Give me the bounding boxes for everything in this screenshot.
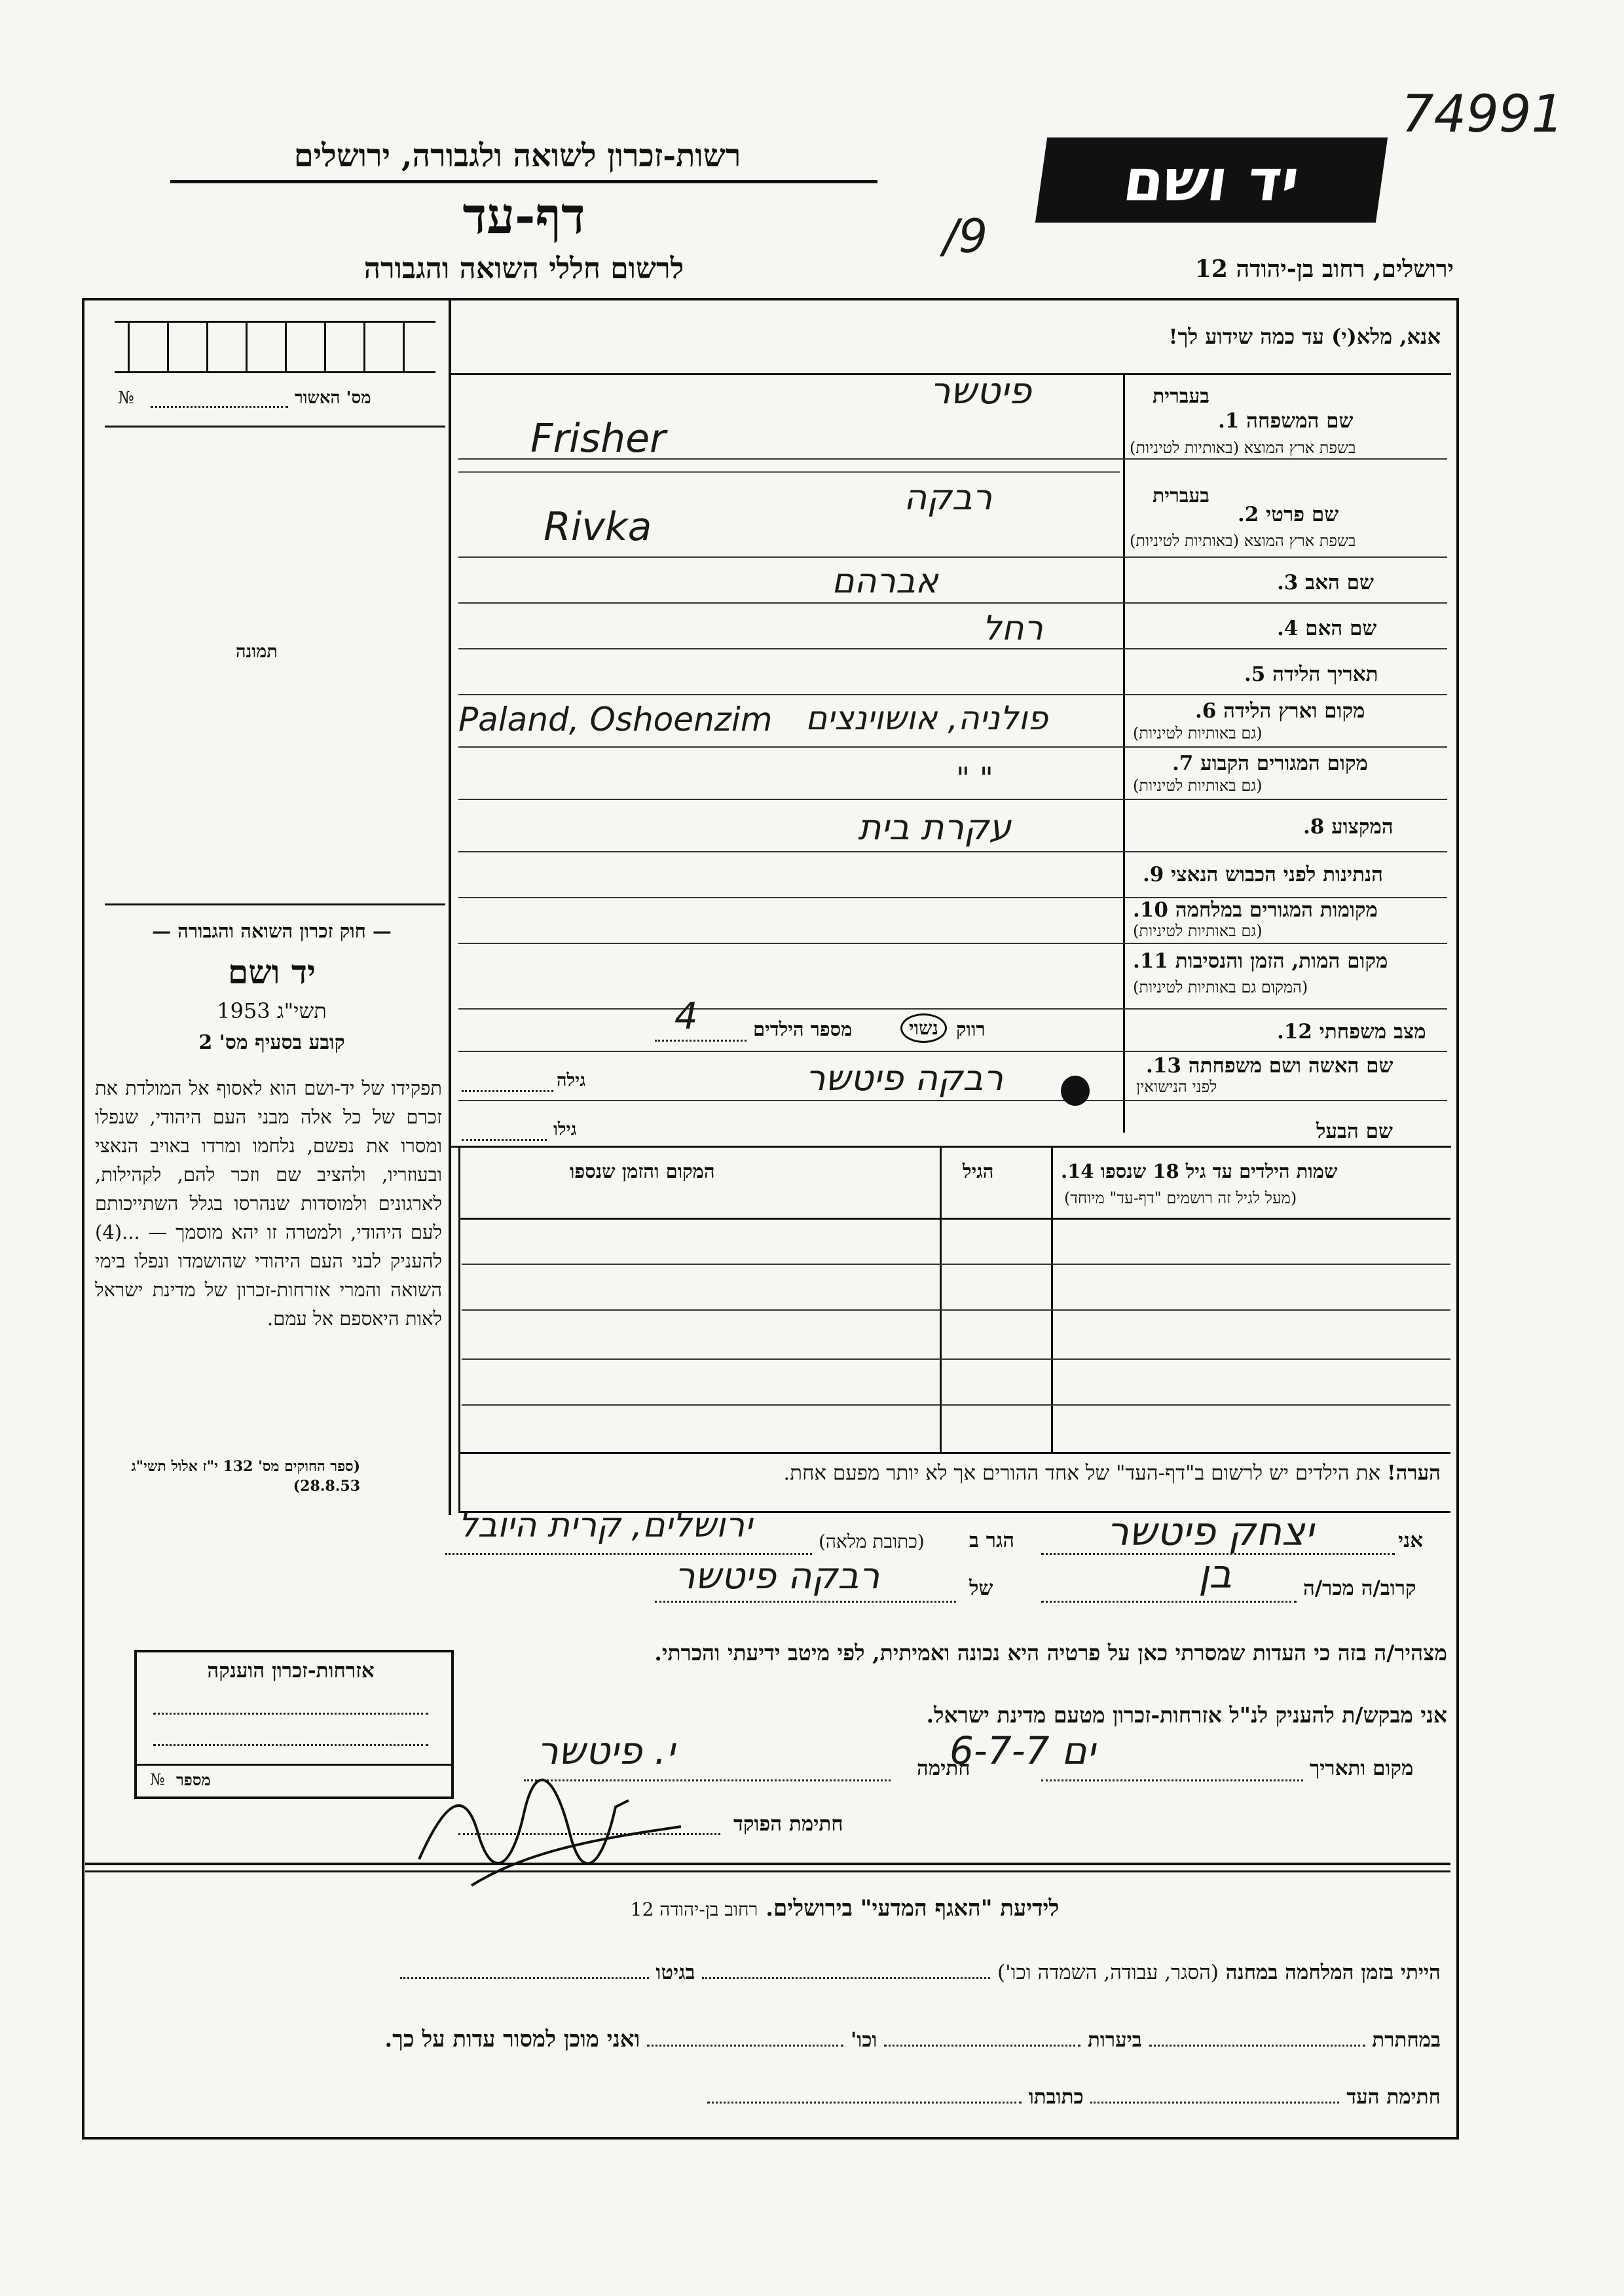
notice-title: לידיעת "האגף המדעי" בירושלים. [766, 1895, 1060, 1922]
field-label-father: שם האב 3. [1277, 571, 1374, 594]
yad-vashem-logo [1035, 137, 1388, 223]
official-signature[interactable] [393, 1761, 701, 1892]
address-value[interactable]: ירושלים, קרית היובל [458, 1506, 752, 1545]
hebrew-tag-1: בעברית [1153, 385, 1209, 408]
sidebar-tick-strip [115, 321, 435, 373]
forests-label: ביערות [1088, 2028, 1142, 2052]
children-count-label: מספר הילדים [753, 1018, 853, 1040]
footer-line-1 [105, 1961, 1441, 1984]
declaration-statement: מצהיר/ה בזה כי העדות שמסרתי כאן על פרטיה היא נכונה ואמיתית, לפי מיטב ידיעתי והכרתי. [654, 1640, 1447, 1666]
field-label-profession: המקצוע 8. [1303, 815, 1393, 839]
first-name-latin-value[interactable]: Rivka [544, 504, 652, 550]
note-label: הערה! [1386, 1461, 1441, 1485]
underground-label: במחתרת [1372, 2028, 1441, 2052]
institution-name: רשות-זכרון לשואה ולגבורה, ירושלים [293, 137, 741, 174]
no-symbol: № [118, 388, 134, 408]
field-label-residence: מקום המגורים הקבוע 7. [1172, 752, 1368, 775]
field-sub-spouse-maiden: לפני הנישואין [1136, 1078, 1217, 1096]
surname-hebrew-value[interactable]: פיטשר [930, 370, 1032, 412]
field-label-citizenship: הנתינות לפני הכבוש הנאצי 9. [1143, 863, 1383, 886]
logo-text: יד ושם [1119, 146, 1304, 214]
field-label-death: מקום המות, הזמן והנסיבות 11. [1133, 949, 1388, 973]
of-value[interactable]: רבקה פיטשר [674, 1555, 880, 1597]
law-name: יד ושם [228, 953, 316, 991]
declarant-label: אני [1398, 1529, 1424, 1552]
citizenship-box-title: אזרחות-זכרון הוענקה [207, 1659, 375, 1683]
field-sub-surname: בשפת ארץ המוצא (באותיות לטיניות) [1130, 439, 1356, 457]
children-section-label: שמות הילדים עד גיל 18 שנספו 14. [1061, 1160, 1338, 1182]
citizenship-number-label: מספר [176, 1770, 211, 1789]
approval-number-field[interactable] [151, 406, 288, 408]
field-sub-death: (המקום גם באותיות לטיניות) [1133, 978, 1308, 996]
address-hint: (כתובת מלאה) [819, 1531, 925, 1552]
profession-value[interactable]: עקרת בית [858, 807, 1012, 848]
willing-to-testify: ואני מוכן למסור עדות על כך. [384, 2026, 640, 2052]
mother-name-value[interactable]: רחל [982, 609, 1043, 648]
signature-label: חתימה [917, 1757, 970, 1780]
field-sub-residence: (גם באותיות לטיניות) [1133, 776, 1263, 795]
place-date-value[interactable]: ים 6-7-7 [950, 1728, 1096, 1773]
footer-line-2 [105, 2026, 1441, 2052]
photo-label: תמונה [236, 642, 278, 662]
note-body: את הילדים יש לרשום ב"דף-העד" של אחד ההורים אך לא יותר מפעם אחת. [783, 1461, 1381, 1485]
law-title: — חוק זכרון השואה והגבורה — [152, 920, 392, 942]
of-label: של [969, 1576, 993, 1600]
children-place-header: המקום והזמן שנספו [570, 1160, 715, 1182]
declarant-signature[interactable]: י. פיטשר [537, 1728, 675, 1773]
address: ירושלים, רחוב בן-יהודה 12 [1194, 255, 1454, 283]
citizenship-no-symbol: № [150, 1770, 165, 1789]
field-label-birth-place: מקום וארץ הלידה 6. [1195, 699, 1365, 723]
relative-label: קרוב/ה מכר/ה [1303, 1576, 1416, 1600]
hebrew-tag-2: בעברית [1153, 484, 1209, 507]
ghetto-label: בגיטו [655, 1961, 695, 1984]
children-age-header: הגיל [963, 1160, 994, 1182]
surname-latin-value[interactable]: Frisher [530, 416, 666, 462]
spouse-maiden-value[interactable]: רבקה פיטשר [805, 1057, 1004, 1099]
field-sub-wartime-residence: (גם באותיות לטיניות) [1133, 922, 1263, 940]
field-sub-birth-place: (גם באותיות לטיניות) [1133, 724, 1263, 742]
law-source: (ספר החוקים מס' 132 י"ז אלול תשי"ג 28.8.53) [131, 1458, 360, 1495]
footer-line-3 [105, 2085, 1441, 2109]
approval-number-label: מס' האשור [295, 388, 371, 408]
marital-single-option[interactable]: רווק [956, 1018, 986, 1040]
form-title: דף-עד [462, 187, 585, 245]
notice-address: רחוב בן-יהודה 12 [630, 1899, 758, 1920]
document-number: 74991 [1401, 85, 1564, 144]
field-label-marital: מצב משפחתי 12. [1277, 1020, 1426, 1044]
lives-in-label: הגר ב [969, 1529, 1015, 1552]
father-name-value[interactable]: אברהם [832, 562, 938, 601]
footer-notice [485, 1895, 1205, 1922]
marital-married-option[interactable]: נשוי [900, 1013, 947, 1043]
note-text [471, 1461, 1441, 1485]
request-text: אני מבקש/ת להעניק לנ"ל אזרחות-זכרון מטעם מדינת ישראל. [926, 1702, 1447, 1728]
children-section-sub: (מעל לגיל זה רושמים "דף-עד" מיוחד) [1064, 1189, 1297, 1207]
spouse-age-label: גילה [557, 1070, 586, 1091]
plea-text: אנא, מלא(י) עד כמה שידוע לך! [1168, 324, 1441, 349]
place-date-label: מקום ותאריך [1310, 1757, 1414, 1780]
witness-signature-label: חתימת העד [1346, 2085, 1441, 2109]
birth-place-latin-value[interactable]: Paland, Oshoenzim [458, 701, 773, 738]
husband-age-label: גילו [553, 1120, 577, 1140]
handwritten-mark: /9 [943, 210, 988, 263]
birth-place-hebrew-value[interactable]: פולניה, אושוינצים [805, 699, 1048, 737]
field-sub-first-name: בשפת ארץ המוצא (באותיות לטיניות) [1130, 532, 1356, 550]
form-subtitle: לרשום חללי השואה והגבורה [363, 252, 684, 285]
field-label-mother: שם האם 4. [1277, 617, 1377, 640]
field-label-first-name: שם פרטי 2. [1238, 503, 1339, 526]
camp-label: הייתי בזמן המלחמה במחנה [1225, 1961, 1441, 1984]
field-label-husband: שם הבעל [1316, 1120, 1393, 1143]
residence-value[interactable]: " " [956, 761, 993, 796]
relative-value[interactable]: בן [1198, 1552, 1232, 1597]
law-year: תשי"ג 1953 [217, 998, 327, 1023]
declarant-name-value[interactable]: יצחק פיטשר [1107, 1509, 1314, 1555]
witness-address-label: כתובתו [1028, 2085, 1084, 2109]
field-label-wartime-residence: מקומות המגורים במלחמה 10. [1133, 898, 1378, 922]
law-text: תפקידו של יד-ושם הוא לאסוף אל המולדת את זכרם של כל אלה מבני העם היהודי, שנפלו ומסרו את נפשם, נלחמו ומרדו באויב הנאצי ובעוזריו, ולהציב שם וזכר להם, לקהילות, לארגונים ולמוסדות שנהרסו בגלל השתייכותם לעם היהודי, ולמטרה זו יהא מוסמך — ...(4) להעניק לבני העם היהודי שהושמדו ונפלו בימי השואה והמרי אזרחות-זכרון של מדינת ישראל לאות היאספם אל עמם. [95, 1077, 442, 1330]
ink-blot [1061, 1076, 1090, 1106]
first-name-hebrew-value[interactable]: רבקה [904, 477, 993, 518]
official-signature-label: חתימת הפוקד [733, 1812, 843, 1836]
field-label-surname: שם המשפחה 1. [1218, 409, 1354, 433]
field-label-birth-date: תאריך הלידה 5. [1244, 663, 1378, 686]
etc-label: וכו' [850, 2028, 877, 2052]
camp-hint: (הסגר, עבודה, השמדה וכו') [997, 1961, 1219, 1984]
field-label-spouse-maiden: שם האשה ושם משפחתה 13. [1146, 1054, 1393, 1078]
law-section: קובע בסעיף מס' 2 [198, 1031, 345, 1054]
children-count-value[interactable]: 4 [674, 995, 698, 1038]
